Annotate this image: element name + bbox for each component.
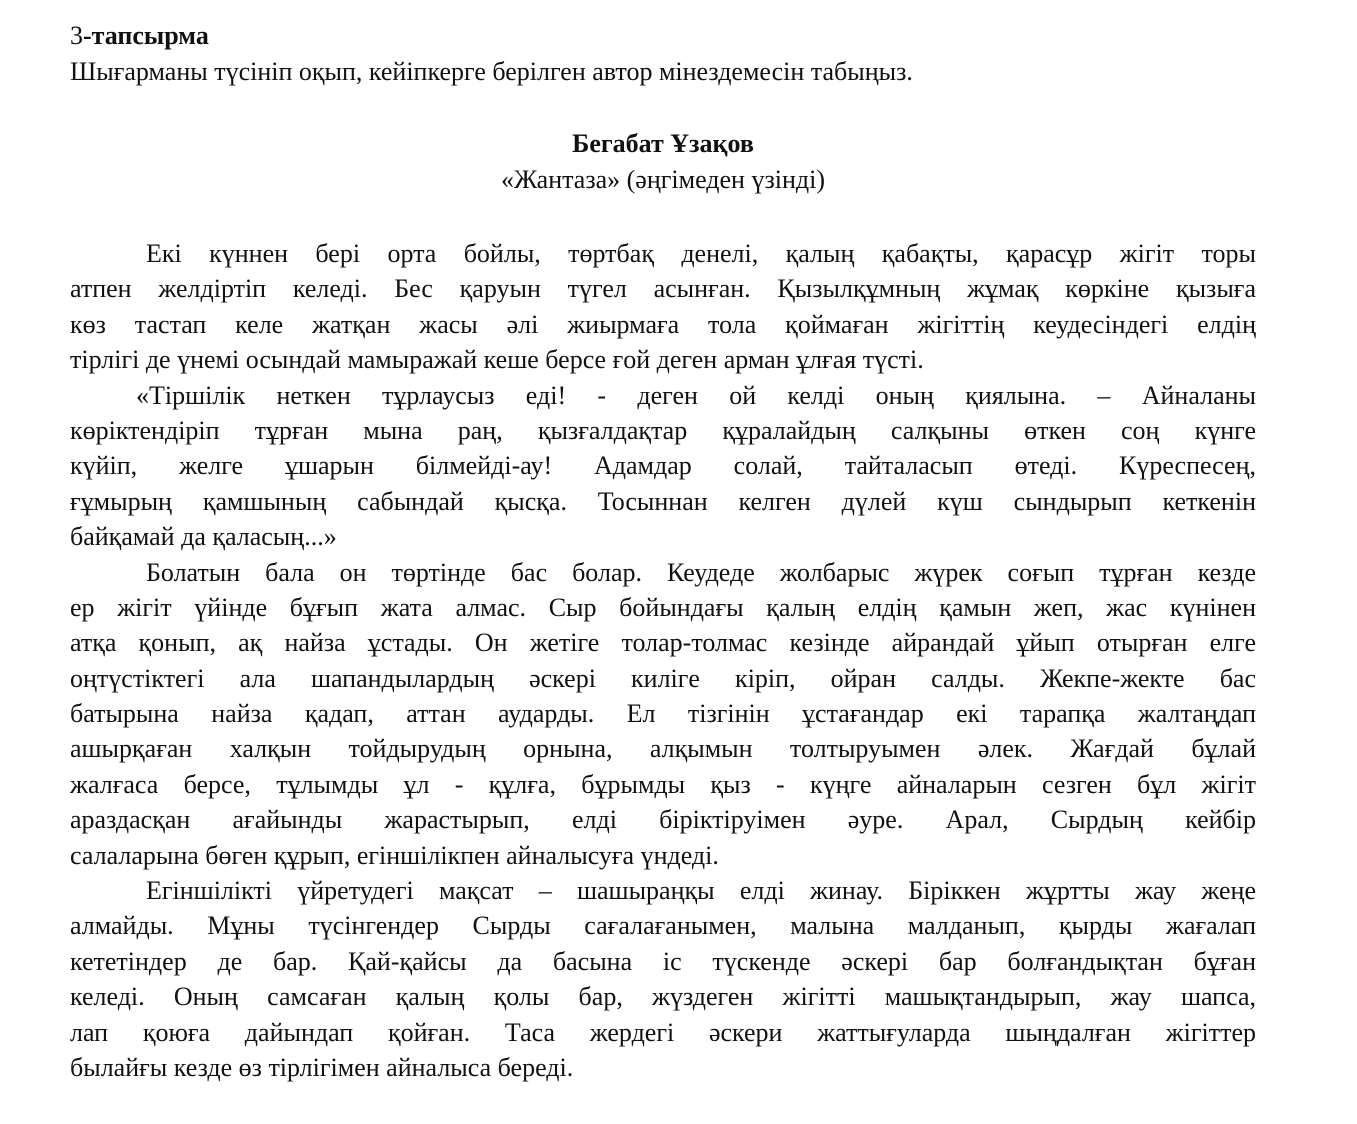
work-title: «Жантаза» (әңгімеден үзінді) [501,165,825,194]
task-label: -тапсырма [83,21,209,50]
text-line: тірлігі де үнемі осындай мамыражай кеше берсе ғой деген арман ұлғая түсті. [70,345,924,375]
paragraph-2 [70,378,1256,555]
text-line: батырына найза қадап, аттан аударды. Ел тізгінін ұстағандар екі тарапқа жалтаңдап [70,699,1256,729]
story-excerpt [70,236,1256,1085]
author-name: Бегабат Ұзақов [572,129,754,158]
task-number: 3 [70,21,83,50]
text-line: Егіншілікті үйретудегі мақсат – шашыраңқы елді жинау. Біріккен жұртты жау жеңе [146,876,1256,906]
paragraph-3 [70,555,1256,874]
text-line: кететіндер де бар. Қай-қайсы да басына іс түскенде әскері бар болғандықтан бұған [70,946,1256,976]
text-line: ашырқаған халқын тойдырудың орнына, алқымын толтыруымен әлек. Жағдай бұлай [70,734,1256,764]
text-line: оңтүстіктегі ала шапандылардың әскері килігe кіріп, ойран салды. Жекпе-жекте бас [70,663,1256,693]
text-line: ғұмырың қамшының сабындай қысқа. Тосыннан келген дүлей күш сындырып кеткенін [70,486,1256,516]
text-line: алмайды. Мұны түсінгендер Сырды сағалағанымен, малына малданып, қырды жағалап [70,911,1256,941]
task-instruction: Шығарманы түсініп оқып, кейіпкерге берілген автор мінездемесін табыңыз. [70,57,913,86]
text-line: Болатын бала он төртінде бас болар. Кеудеде жолбарыс жүрек соғып тұрған кезде [146,557,1256,587]
paragraph-1 [70,236,1256,378]
task-heading [70,18,1256,54]
text-line: атпен желдіртіп келеді. Бес қаруын түгел асынған. Қызылқұмның жұмақ көркіне қызыға [70,274,1256,304]
text-line: атқа қонып, ақ найза ұстады. Он жетіге толар-толмас кезінде айрандай ұйып отырған елге [70,628,1256,658]
text-line: былайғы кезде өз тірлігімен айналыса береді. [70,1052,574,1082]
paragraph-4 [70,873,1256,1085]
text-line: жалғаса берсе, тұлымды ұл - құлға, бұрымды қыз - күңге айналарын сезген бұл жігіт [70,769,1256,799]
text-line: күйіп, желге ұшарын білмейді-ау! Адамдар солай, тайталасып өтеді. Күреспесең, [70,451,1256,481]
text-line: лап қоюға дайындап қойған. Таса жердегі әскери жаттығуларда шыңдалған жігіттер [70,1017,1256,1047]
text-line: араздасқан ағайынды жарастырып, елді біріктіруімен әуре. Арал, Сырдың кейбір [70,805,1256,835]
text-line: көз тастап келе жатқан жасы әлі жиырмаға тола қоймаған жігіттің кеудесіндегі елдің [70,309,1256,339]
text-line: ер жігіт үйінде бұғып жата алмас. Сыр бойындағы қалың елдің қамын жеп, жас күнінен [70,592,1256,622]
text-line: байқамай да қаласың...» [70,522,337,552]
text-line: Екі күннен бері орта бойлы, төртбақ денелі, қалың қабақты, қарасұр жігіт торы [146,239,1256,268]
text-line: «Тіршілік неткен тұрлаусыз еді! - деген ой келді оның қиялына. – Айналаны [136,380,1256,410]
text-line: салаларына бөген құрып, егіншілікпен айналысуға үндеді. [70,840,719,870]
text-line: көріктендіріп тұрған мына раң, қызғалдақтар құралайдың салқыны өткен соң күнге [70,415,1256,445]
document-page [70,18,1256,1085]
text-line: келеді. Оның самсаған қалың қолы бар, жүздеген жігітті машықтандырып, жау шапса, [70,982,1256,1012]
